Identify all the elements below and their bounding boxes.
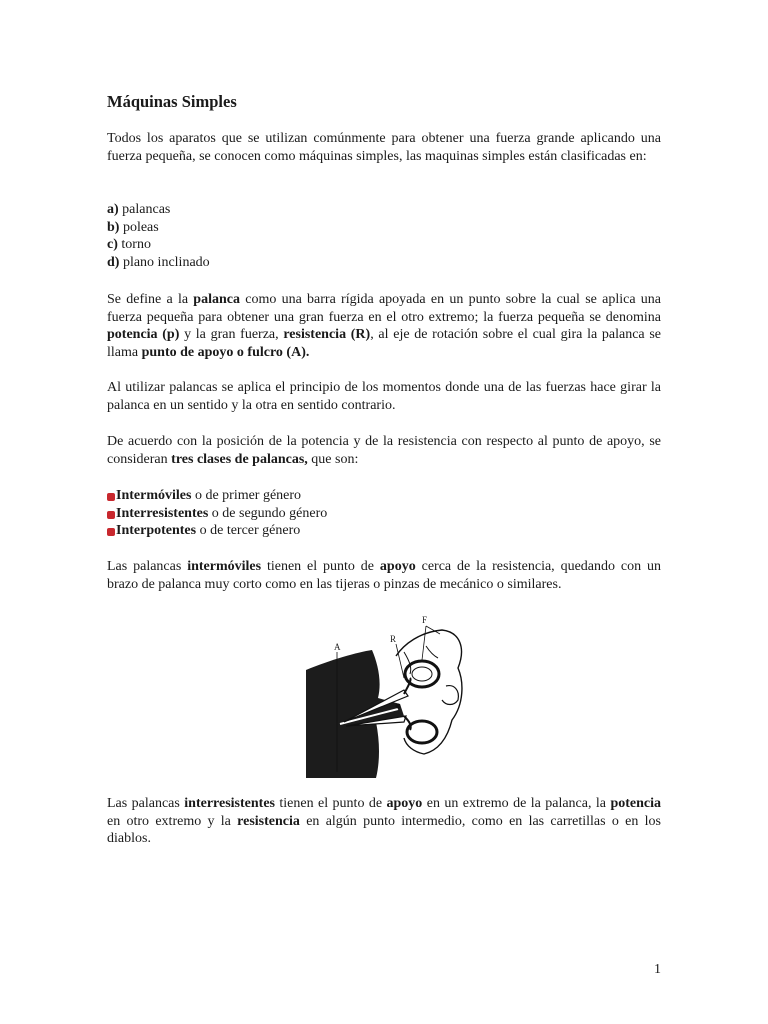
intro-paragraph: Todos los aparatos que se utilizan comúnmente para obtener una fuerza grande aplicando una fuerza pequeña, se conocen como máquinas simples, las maquinas simples están clasificadas en: bbox=[107, 131, 661, 164]
red-bullet-icon bbox=[107, 528, 115, 536]
red-bullet-icon bbox=[107, 493, 115, 501]
red-bullet-icon bbox=[107, 511, 115, 519]
scissors-lever-figure bbox=[300, 612, 475, 780]
figure-label-f: F bbox=[422, 615, 428, 625]
interresistentes-paragraph: Las palancas interresistentes tienen el punto de apoyo en un extremo de la palanca, la potencia en otro extremo y la resistencia en algún punto intermedio, como en las carretillas o en los diablos. bbox=[107, 796, 661, 846]
list-item: Interresistentes o de segundo género bbox=[107, 505, 327, 523]
machines-list bbox=[107, 201, 210, 271]
moments-paragraph: Al utilizar palancas se aplica el principio de los momentos donde una de las fuerzas hace girar la palanca en un sentido y la otra en sentido contrario. bbox=[107, 380, 661, 413]
list-item: c) torno bbox=[107, 237, 151, 252]
list-item: b) poleas bbox=[107, 219, 159, 235]
figure-label-r: R bbox=[390, 634, 397, 644]
list-item: a) palancas bbox=[107, 202, 171, 217]
list-item: Intermóviles o de primer género bbox=[107, 487, 327, 505]
lever-classes-intro: De acuerdo con la posición de la potencia y de la resistencia con respecto al punto de apoyo, se consideran tres clases de palancas, que son: bbox=[107, 434, 661, 467]
list-item: Interpotentes o de tercer género bbox=[107, 522, 327, 540]
lever-definition-paragraph: Se define a la palanca como una barra rígida apoyada en un punto sobre la cual se aplica una fuerza pequeña para obtener una gran fuerza en el otro extremo; la fuerza pequeña se denomina potencia (p) y la gran fuerza, resistencia (R), al eje de rotación sobre el cual gira la palanca se llama punto de apoyo o fulcro (A). bbox=[107, 292, 661, 360]
figure-label-a: A bbox=[334, 642, 341, 652]
page-number: 1 bbox=[654, 962, 661, 977]
lever-classes-list bbox=[107, 487, 327, 540]
list-item: d) plano inclinado bbox=[107, 254, 210, 270]
intermoviles-paragraph: Las palancas intermóviles tienen el punto de apoyo cerca de la resistencia, quedando con un brazo de palanca muy corto como en las tijeras o pinzas de mecánico o similares. bbox=[107, 559, 661, 592]
page-title: Máquinas Simples bbox=[107, 92, 237, 111]
